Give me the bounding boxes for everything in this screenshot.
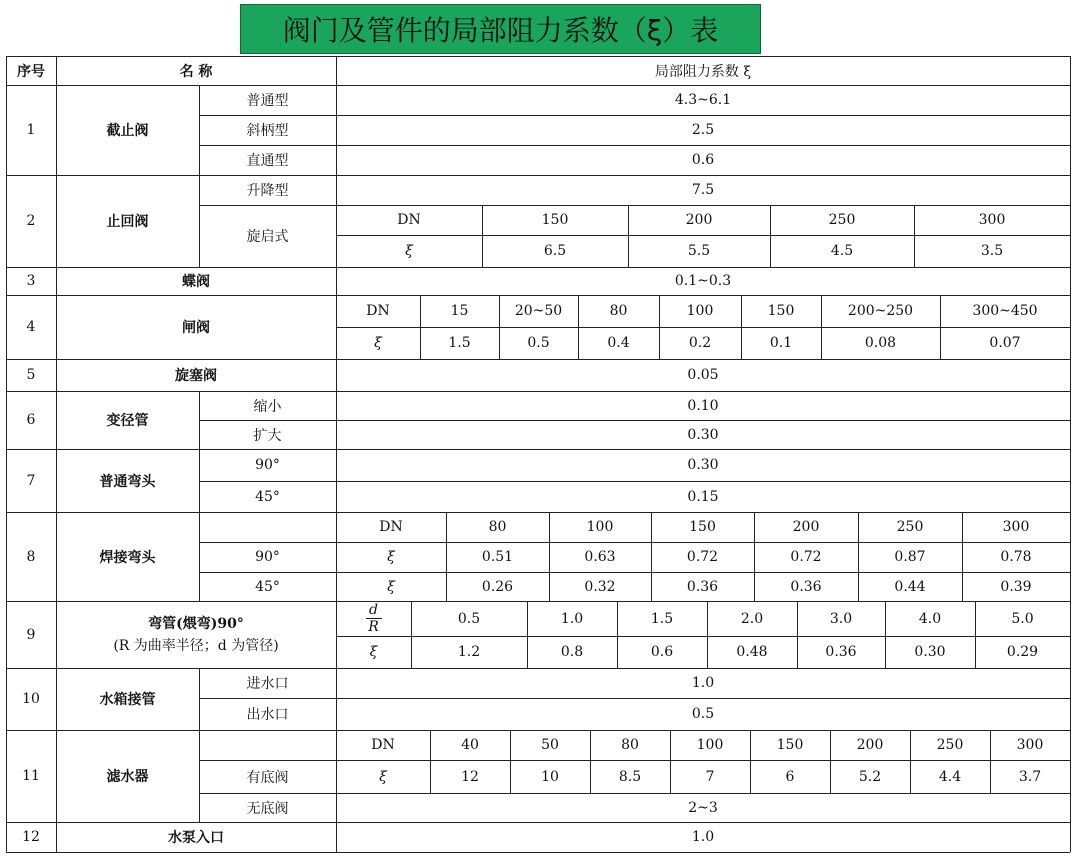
row-number: 6 (26, 412, 36, 428)
header-seq: 序号 (17, 63, 45, 80)
coef-value: 0.6 (691, 152, 715, 168)
xi-value: 4.4 (938, 768, 962, 785)
dn-value: 150 (767, 303, 795, 319)
sub-type: 90° (255, 457, 280, 473)
coef-value: 2.5 (691, 122, 715, 138)
coef-value: 2~3 (688, 799, 718, 816)
xi-label: ξ (379, 768, 387, 785)
dn-value: 100 (586, 519, 614, 535)
row-name: 蝶阀 (182, 274, 210, 290)
table-title: 阀门及管件的局部阻力系数（ξ）表 (240, 4, 761, 54)
ratio-denominator: R (368, 619, 379, 635)
ratio-value: 5.0 (1011, 610, 1034, 627)
row-name: 旋塞阀 (175, 368, 217, 384)
dn-value: 100 (686, 303, 714, 319)
dn-label: DN (397, 212, 421, 228)
sub-type: 斜柄型 (246, 123, 289, 139)
xi-value: 0.36 (825, 644, 857, 660)
xi-value: 0.08 (864, 335, 897, 351)
xi-value: 0.6 (650, 644, 674, 660)
row-number: 5 (26, 367, 36, 383)
row-name (56, 601, 336, 668)
ratio-value: 2.0 (740, 610, 764, 627)
row-number: 1 (26, 122, 36, 138)
xi-value: 0.72 (686, 549, 719, 565)
row-number: 2 (26, 213, 36, 229)
dn-value: 150 (541, 212, 569, 228)
sub-type: 有底阀 (246, 769, 289, 786)
xi-value: 0.4 (607, 335, 630, 351)
xi-value: 5.5 (687, 243, 711, 259)
coef-value: 0.5 (691, 706, 715, 722)
xi-value: 3.5 (980, 243, 1004, 259)
xi-value: 12 (461, 768, 479, 785)
row-name: 变径管 (106, 413, 149, 429)
xi-value: 0.5 (527, 335, 550, 351)
sub-type: 普通型 (246, 93, 289, 109)
xi-value: 0.87 (894, 549, 926, 565)
sub-type: 扩大 (253, 427, 282, 444)
coef-value: 4.3~6.1 (674, 92, 732, 108)
xi-value: 0.63 (584, 549, 616, 565)
xi-label: ξ (387, 549, 395, 565)
xi-value: 0.26 (481, 578, 514, 595)
row-name: 焊接弯头 (99, 549, 156, 566)
grid-line (1070, 56, 1071, 852)
row-name: 水箱接管 (99, 692, 156, 708)
xi-value: 6 (785, 768, 795, 785)
sub-type: 出水口 (246, 707, 289, 723)
xi-value: 0.30 (914, 644, 946, 660)
row-name-note: (R 为曲率半径；d 为管径) (113, 637, 279, 654)
xi-value: 1.2 (457, 644, 481, 660)
coef-value: 1.0 (691, 675, 715, 691)
dn-value: 50 (541, 737, 559, 753)
dn-value: 150 (689, 519, 716, 535)
sub-type: 旋启式 (246, 229, 289, 245)
row-number: 10 (22, 691, 40, 707)
row-name-line: 弯管(煨弯)90° (148, 615, 244, 632)
ratio-value: 3.0 (829, 610, 853, 627)
xi-value: 1.5 (448, 335, 471, 351)
sub-type: 90° (255, 549, 280, 565)
coef-value: 1.0 (691, 829, 715, 845)
header-coef: 局部阻力系数 ξ (654, 63, 752, 80)
row-number: 4 (26, 319, 36, 335)
xi-value: 0.32 (584, 578, 616, 595)
row-number: 12 (22, 829, 40, 845)
xi-value: 0.51 (481, 549, 514, 565)
sub-type: 45° (255, 488, 280, 505)
xi-value: 0.44 (894, 578, 926, 595)
dn-label: DN (366, 303, 390, 319)
dn-value: 20~50 (514, 303, 563, 319)
dn-value: 250 (896, 519, 924, 535)
dn-value: 300 (978, 212, 1006, 228)
row-name: 止回阀 (106, 214, 149, 230)
coef-value: 0.30 (687, 426, 719, 443)
dn-value: 200 (856, 737, 884, 753)
xi-value: 0.36 (686, 578, 719, 595)
xi-label: ξ (387, 578, 395, 595)
resistance-table (6, 56, 1070, 852)
xi-value: 0.36 (790, 578, 822, 595)
xi-value: 0.72 (790, 549, 822, 565)
row-name: 滤水器 (106, 769, 149, 785)
row-name: 闸阀 (182, 320, 210, 336)
dn-value: 100 (696, 737, 724, 753)
ratio-value: 0.5 (457, 610, 481, 627)
ratio-label (336, 601, 411, 636)
grid-line (6, 852, 1070, 853)
xi-value: 8.5 (618, 768, 642, 785)
dn-value: 80 (488, 519, 507, 535)
coef-value: 7.5 (691, 182, 715, 198)
xi-value: 4.5 (830, 243, 854, 259)
dn-value: 250 (936, 737, 964, 753)
sub-type: 无底阀 (246, 800, 289, 817)
coef-value: 0.15 (687, 488, 719, 505)
sub-type: 升降型 (246, 183, 289, 199)
xi-value: 0.1 (769, 335, 793, 351)
ratio-value: 4.0 (918, 610, 942, 627)
xi-value: 0.48 (736, 644, 768, 660)
dn-label: DN (371, 737, 395, 753)
dn-value: 200~250 (847, 303, 914, 319)
xi-value: 5.2 (858, 768, 882, 785)
xi-value: 10 (541, 768, 559, 785)
row-number: 11 (22, 768, 40, 784)
dn-value: 80 (609, 303, 628, 319)
xi-value: 0.2 (688, 335, 712, 351)
ratio-value: 1.5 (650, 610, 674, 627)
xi-value: 0.07 (989, 335, 1021, 351)
sub-type: 45° (255, 578, 280, 595)
sub-type: 进水口 (246, 676, 289, 692)
sub-type: 缩小 (253, 398, 282, 415)
xi-label: ξ (374, 335, 382, 351)
xi-value: 3.7 (1018, 768, 1042, 785)
xi-label: ξ (405, 243, 413, 259)
xi-value: 7 (705, 768, 715, 785)
ratio-numerator: d (369, 602, 378, 618)
sub-type: 直通型 (246, 153, 289, 169)
header-name: 名 称 (179, 63, 213, 80)
row-name: 截止阀 (106, 123, 149, 139)
row-number: 7 (26, 472, 36, 489)
coef-value: 0.05 (687, 367, 719, 383)
dn-value: 250 (828, 212, 856, 228)
coef-value: 0.30 (687, 457, 719, 473)
dn-value: 40 (461, 737, 479, 753)
ratio-value: 1.0 (560, 610, 584, 627)
dn-value: 80 (621, 737, 639, 753)
dn-value: 300 (1002, 519, 1030, 535)
dn-value: 150 (776, 737, 804, 753)
row-name: 普通弯头 (99, 473, 156, 490)
xi-value: 0.39 (1000, 578, 1032, 595)
xi-value: 0.8 (560, 644, 584, 660)
row-number: 9 (26, 626, 36, 643)
coef-value: 0.1~0.3 (674, 273, 732, 289)
row-number: 3 (26, 273, 36, 289)
row-number: 8 (26, 548, 36, 565)
dn-label: DN (379, 519, 403, 535)
xi-label: ξ (369, 644, 378, 660)
row-name: 水泵入口 (168, 830, 224, 846)
xi-value: 0.78 (1000, 549, 1032, 565)
coef-value: 0.10 (687, 397, 719, 414)
dn-value: 300 (1016, 737, 1044, 753)
dn-value: 200 (792, 519, 820, 535)
xi-value: 6.5 (543, 243, 567, 259)
dn-value: 15 (450, 303, 469, 319)
dn-value: 300~450 (972, 303, 1038, 319)
dn-value: 200 (685, 212, 713, 228)
xi-value: 0.29 (1006, 644, 1039, 660)
